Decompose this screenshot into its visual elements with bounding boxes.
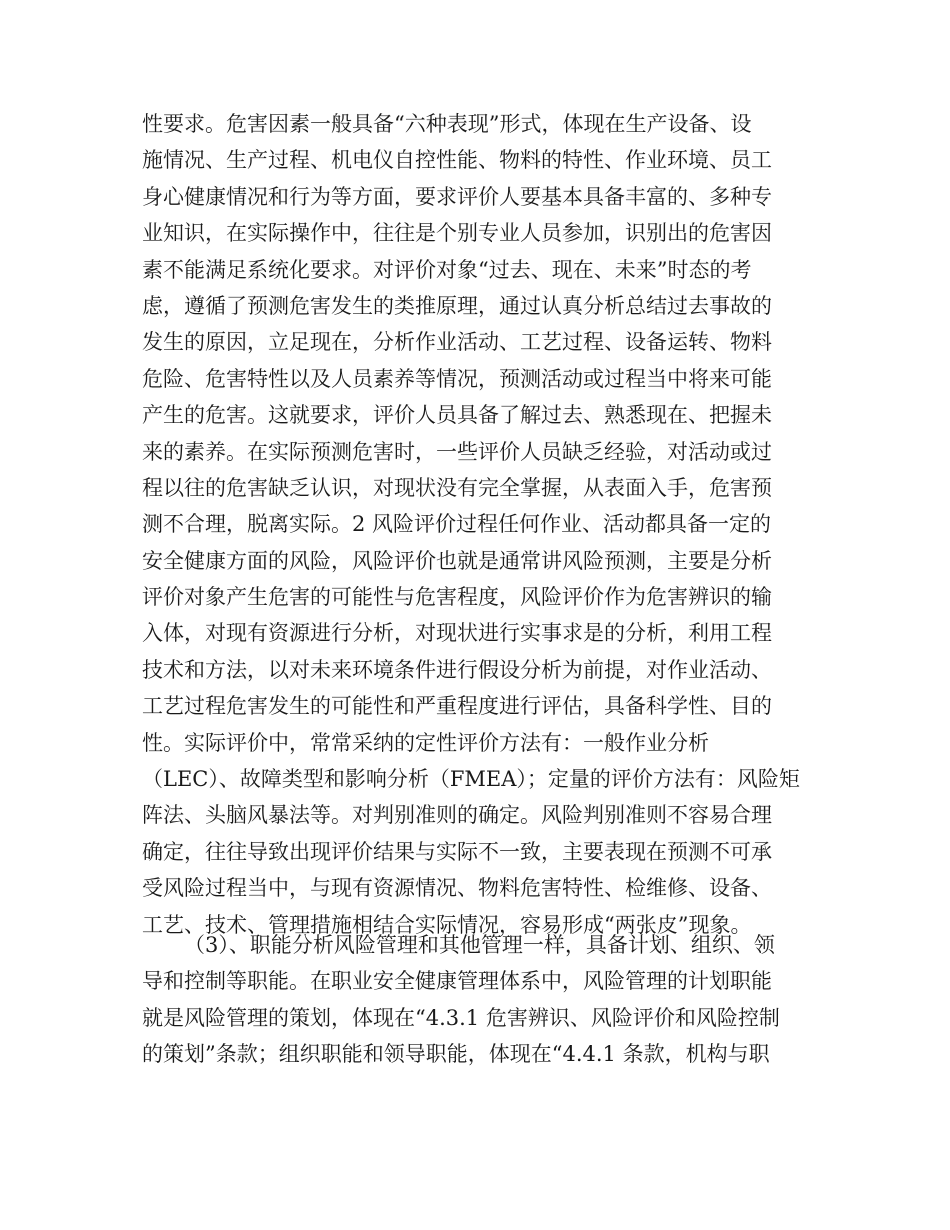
- paragraph-risk-assessment: [142, 106, 810, 943]
- text-line: 危险、危害特性以及人员素养等情况，预测活动或过程当中将来可能: [142, 366, 772, 391]
- text-line: 施情况、生产过程、机电仪自控性能、物料的特性、作业环境、员工: [142, 148, 772, 173]
- text-line: 虑，遵循了预测危害发生的类推原理，通过认真分析总结过去事故的: [142, 293, 772, 318]
- text-line: 入体，对现有资源进行分析，对现状进行实事求是的分析，利用工程: [142, 621, 772, 646]
- text-line: 业知识，在实际操作中，往往是个别专业人员参加，识别出的危害因: [142, 221, 772, 246]
- text-line: （3）、职能分析风险管理和其他管理一样，具备计划、组织、领: [184, 933, 775, 957]
- text-line: 素不能满足系统化要求。对评价对象“过去、现在、未来”时态的考: [142, 257, 752, 282]
- text-line: 受风险过程当中，与现有资源情况、物料危害特性、检维修、设备、: [142, 876, 772, 901]
- text-line: 性。实际评价中，常常采纳的定性评价方法有：一般作业分析: [142, 730, 709, 755]
- text-line: 工艺、技术、管理措施相结合实际情况，容易形成“两张皮”现象。: [142, 912, 752, 937]
- text-line: 的策划”条款；组织职能和领导职能，体现在“4.4.1 条款，机构与职: [142, 1042, 770, 1067]
- text-line: 性要求。危害因素一般具备“六种表现”形式，体现在生产设备、设: [142, 112, 752, 136]
- text-line: 发生的原因，立足现在，分析作业活动、工艺过程、设备运转、物料: [142, 330, 772, 355]
- text-line: 程以往的危害缺乏认识，对现状没有完全掌握，从表面入手，危害预: [142, 475, 772, 500]
- text-line: 产生的危害。这就要求，评价人员具备了解过去、熟悉现在、把握未: [142, 403, 772, 428]
- paragraph-function-analysis: [142, 927, 810, 1073]
- text-line: 来的素养。在实际预测危害时，一些评价人员缺乏经验，对活动或过: [142, 439, 772, 464]
- text-line: 评价对象产生危害的可能性与危害程度，风险评价作为危害辨识的输: [142, 585, 772, 610]
- text-line: 身心健康情况和行为等方面，要求评价人要基本具备丰富的、多种专: [142, 184, 772, 209]
- text-line: 确定，往往导致出现评价结果与实际不一致，主要表现在预测不可承: [142, 839, 772, 864]
- text-line: 工艺过程危害发生的可能性和严重程度进行评估，具备科学性、目的: [142, 694, 772, 719]
- text-line: 测不合理，脱离实际。2 风险评价过程任何作业、活动都具备一定的: [142, 512, 772, 537]
- text-line: 导和控制等职能。在职业安全健康管理体系中，风险管理的计划职能: [142, 969, 772, 994]
- text-line: 就是风险管理的策划，体现在“4.3.1 危害辨识、风险评价和风险控制: [142, 1005, 780, 1030]
- text-line: 技术和方法，以对未来环境条件进行假设分析为前提，对作业活动、: [142, 657, 772, 682]
- text-line: 阵法、头脑风暴法等。对判别准则的确定。风险判别准则不容易合理: [142, 803, 772, 828]
- text-line: （LEC）、故障类型和影响分析（FMEA）；定量的评价方法有：风险矩: [142, 767, 800, 792]
- text-line: 安全健康方面的风险，风险评价也就是通常讲风险预测，主要是分析: [142, 548, 772, 573]
